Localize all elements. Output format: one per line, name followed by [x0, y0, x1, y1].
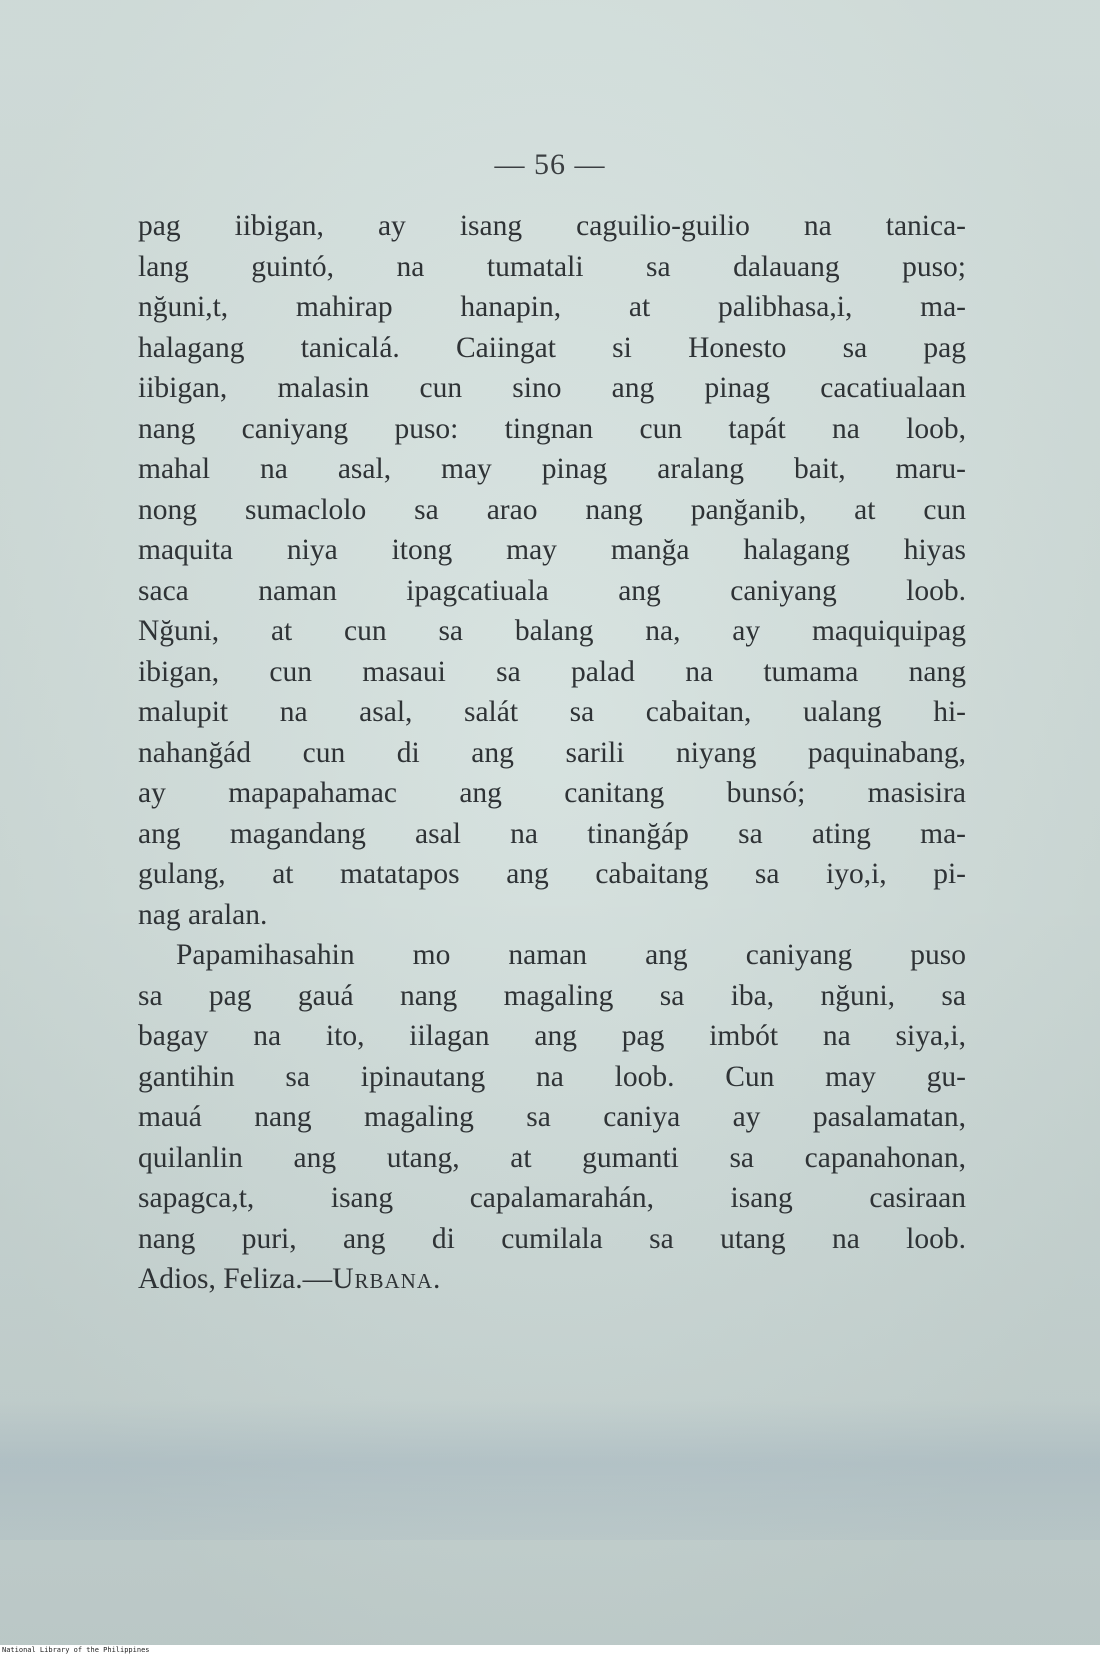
page-body: [138, 206, 966, 1300]
text-line: sapagca,t, isang capalamarahán, isang casiraan: [138, 1182, 966, 1214]
text-line: nahanğád cun di ang sarili niyang paquinabang,: [138, 736, 966, 769]
text-line: Papamihasahin mo naman ang caniyang puso: [176, 939, 966, 971]
text-line: nong sumaclolo sa arao nang panğanib, at cun: [138, 493, 966, 526]
text-line: lang guintó, na tumatali sa dalauang puso;: [138, 250, 966, 283]
text-line: pag iibigan, ay isang caguilio-guilio na tanica-: [138, 210, 966, 242]
text-line: nang caniyang puso: tingnan cun tapát na loob,: [138, 412, 966, 445]
text-line: iibigan, malasin cun sino ang pinag cacatiualaan: [138, 372, 966, 404]
text-line: sa pag gauá nang magaling sa iba, nğuni, sa: [138, 979, 966, 1012]
text-line: malupit na asal, salát sa cabaitan, ualang hi-: [138, 696, 966, 728]
text-line: ay mapapahamac ang canitang bunsó; masisira: [138, 777, 966, 809]
scan-shading: [0, 1400, 1100, 1540]
text-line: gantihin sa ipinautang na loob. Cun may gu-: [138, 1060, 966, 1093]
text-line: nang puri, ang di cumilala sa utang na loob.: [138, 1222, 966, 1255]
text-line: quilanlin ang utang, at gumanti sa capanahonan,: [138, 1141, 966, 1174]
paragraph-1: [138, 206, 966, 935]
closing-line: [138, 1259, 966, 1300]
signature: Urbana.: [332, 1263, 442, 1295]
text-line: ang magandang asal na tinanğáp sa ating ma-: [138, 817, 966, 850]
text-line: bagay na ito, iilagan ang pag imbót na siya,i,: [138, 1020, 966, 1052]
library-credit: National Library of the Philippines: [2, 1646, 150, 1654]
text-line: maquita niya itong may manğa halagang hiyas: [138, 534, 966, 566]
text-line: halagang tanicalá. Caiingat si Honesto sa pag: [138, 331, 966, 364]
text-line: gulang, at matatapos ang cabaitang sa iyo,i, pi-: [138, 858, 966, 890]
text-line: saca naman ipagcatiuala ang caniyang loob.: [138, 574, 966, 607]
closing-text: Adios, Feliza.—: [138, 1263, 333, 1295]
page-number: — 56 —: [494, 148, 606, 181]
text-line: ibigan, cun masaui sa palad na tumama nang: [138, 655, 966, 688]
text-line: nag aralan.: [138, 898, 268, 931]
text-line: mahal na asal, may pinag aralang bait, maru-: [138, 453, 966, 485]
text-line: Nğuni, at cun sa balang na, ay maquiquipag: [138, 615, 966, 647]
text-line: mauá nang magaling sa caniya ay pasalamatan,: [138, 1101, 966, 1133]
text-line: nğuni,t, mahirap hanapin, at palibhasa,i, ma-: [138, 291, 966, 323]
paragraph-2: [138, 935, 966, 1259]
